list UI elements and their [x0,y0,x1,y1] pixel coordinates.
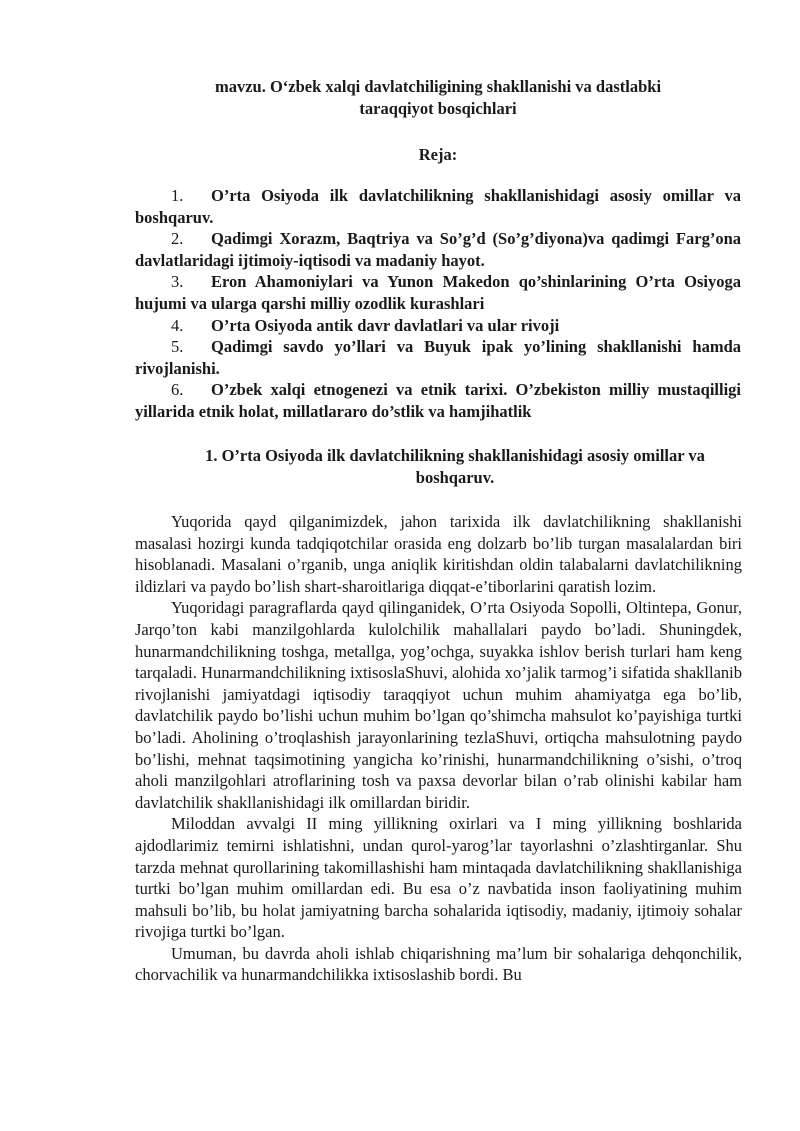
body-text [135,511,742,986]
plan-item-number: 3. [171,272,184,292]
title-line-1: mavzu. O‘zbek xalqi davlatchiligining shakllanishi va dastlabki [214,77,662,96]
paragraph-4: Umuman, bu davrda aholi ishlab chiqarishning ma’lum bir sohalariga dehqonchilik, chorvachilik va hunarmandchilikka ixtisoslashib bordi. Bu [135,943,742,985]
plan-item-number: 5. [171,337,184,357]
plan-item-number: 4. [171,315,184,335]
plan-item-text: Qadimgi Xorazm, Baqtriya va So’g’d (So’g’diyona)va qadimgi Farg’ona davlatlaridagi ijtimoiy-iqtisodi va madaniy hayot. [135,229,741,270]
plan-item-2 [135,228,741,271]
plan-item-3 [135,271,741,314]
plan-item-text: O’rta Osiyoda ilk davlatchilikning shakllanishidagi asosiy omillar va boshqaruv. [135,186,741,227]
title-line-2: taraqqiyot bosqichlari [359,99,517,118]
plan-item-number: 2. [171,229,184,249]
plan-heading: Reja: [418,145,458,164]
section-heading-line-2: boshqaruv. [415,468,495,487]
plan-item-text: Qadimgi savdo yo’llari va Buyuk ipak yo’lining shakllanishi hamda rivojlanishi. [135,337,741,378]
plan-item-text: Eron Ahamoniylari va Yunon Makedon qo’shinlarining O’rta Osiyoga hujumi va ularga qarshi milliy ozodlik kurashlari [135,272,741,313]
plan-list [135,185,741,423]
paragraph-2: Yuqoridagi paragraflarda qayd qilinganidek, O’rta Osiyoda Sopolli, Oltintepa, Gonur, Jarqo’ton kabi manzilgohlarda kulolchilik mahallalari paydo bo’ladi. Shuningdek, hunarmandchilikning toshga, metallga, yog’ochga, suyakka ishlov berish turlari ham keng tarqaladi. Hunarmandchilikning ixtisoslaShuvi, alohida xo’jalik tarmog’i sifatida shakllanib rivojlanishi jamiyatdagi iqtisodiy taraqqiyot uchun muhim ahamiyatga ega bo’lib, davlatchilik paydo bo’lishi uchun muhim bo’lgan qo’shimcha mahsulot ko’payishiga turtki bo’ladi. Aholining o’troqlashish jarayonlarining tezlaShuvi, ortiqcha mahsulotning paydo bo’lishi, mehnat taqsimotining yangicha ko’rinishi, hunarmandchilikning o’sishi, o’troq aholi manzilgohlari atroflarining tosh va paxsa devorlar bilan o’rab olinishi kabilar ham davlatchilik shakllanishidagi ilk omillardan biridir. [135,598,742,812]
plan-item-6 [135,379,741,422]
plan-item-number: 6. [171,380,184,400]
plan-item-text: O’rta Osiyoda antik davr davlatlari va ular rivoji [211,315,560,335]
paragraph-1: Yuqorida qayd qilganimizdek, jahon tarixida ilk davlatchilikning shakllanishi masalasi hozirgi kunda tadqiqotchilar orasida eng dolzarb bo’lib turgan masalalardan biri hisoblanadi. Masalani o’rganib, unga aniqlik kiritishdan oldin talabalarni davlatchilikning ildizlari va paydo bo’lish shart-sharoitlariga diqqat-e’tiborlarini qaratish lozim. [135,512,742,596]
paragraph-3: Miloddan avvalgi II ming yillikning oxirlari va I ming yillikning boshlarida ajdodlarimiz temirni ishlatishni, undan qurol-yarog’lar tayorlashni o’zlashtirganlar. Shu tarzda mehnat qurollarining takomillashishi ham mintaqada davlatchilikning shakllanishiga turtki bo’lgan muhim omillardan edi. Bu esa o’z navbatida inson faoliyatining muhim mahsuli bo’lib, bu holat jamiyatning barcha sohalarida iqtisodiy, madaniy, ijtimoiy sohalar rivojiga turtki bo’lgan. [135,814,742,942]
section-heading-line-1: 1. O’rta Osiyoda ilk davlatchilikning shakllanishidagi asosiy omillar va [205,446,705,465]
plan-item-text: O’zbek xalqi etnogenezi va etnik tarixi. O’zbekiston milliy mustaqilligi yillarida etnik holat, millatlararo do’stlik va hamjihatlik [135,380,741,421]
plan-item-number: 1. [171,186,184,205]
plan-item-1 [135,185,741,228]
document-title [135,76,741,120]
plan-item-5 [135,336,741,379]
plan-item-4 [135,315,741,337]
section-heading [165,445,745,489]
